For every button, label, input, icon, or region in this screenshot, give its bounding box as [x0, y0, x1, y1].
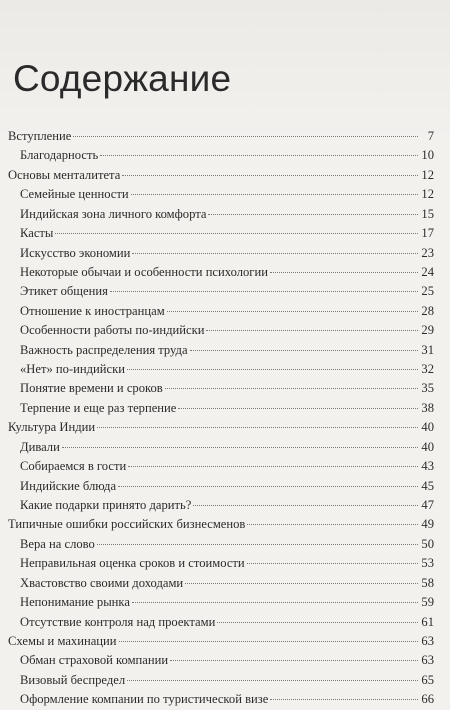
- toc-page-number: 53: [421, 556, 434, 571]
- toc-subsection-entry: [8, 360, 434, 379]
- toc-page-number: 29: [421, 323, 434, 338]
- toc-dot-leader: [132, 253, 418, 254]
- toc-dot-leader: [270, 272, 418, 273]
- toc-dot-leader: [170, 660, 418, 661]
- toc-subsection-entry: [8, 613, 434, 632]
- toc-entry-label: Семейные ценности: [20, 187, 129, 202]
- toc-entry-label: Какие подарки принято дарить?: [20, 498, 192, 513]
- toc-subsection-entry: [8, 341, 434, 360]
- toc-entry-label: Типичные ошибки российских бизнесменов: [8, 517, 246, 532]
- toc-subsection-entry: [8, 438, 434, 457]
- toc-entry-label: Понятие времени и сроков: [20, 381, 163, 396]
- toc-subsection-entry: [8, 379, 434, 398]
- toc-subsection-entry: [8, 574, 434, 593]
- toc-entry-label: Непонимание рынка: [20, 595, 130, 610]
- toc-dot-leader: [165, 388, 418, 389]
- toc-section-entry: [8, 418, 434, 437]
- toc-entry-label: Дивали: [20, 439, 60, 454]
- toc-page-number: 59: [421, 595, 434, 610]
- toc-entry-label: Некоторые обычаи и особенности психологии: [20, 264, 268, 279]
- toc-dot-leader: [132, 602, 418, 603]
- toc-subsection-entry: [8, 690, 434, 709]
- toc-dot-leader: [110, 291, 418, 292]
- toc-entry-label: Благодарность: [20, 148, 99, 163]
- toc-page-number: 10: [421, 148, 434, 163]
- toc-page-number: 49: [421, 517, 434, 532]
- toc-entry-label: Вступление: [8, 129, 72, 143]
- toc-entry-label: Особенности работы по-индийски: [20, 323, 205, 338]
- toc-page-number: 31: [421, 342, 434, 357]
- table-of-contents: [8, 127, 434, 710]
- toc-dot-leader: [119, 641, 419, 642]
- toc-page-number: 50: [421, 536, 434, 551]
- toc-entry-label: Терпение и еще раз терпение: [20, 400, 177, 415]
- toc-subsection-entry: [8, 535, 434, 554]
- toc-dot-leader: [118, 486, 418, 487]
- toc-subsection-entry: [8, 671, 434, 690]
- toc-section-entry: [8, 632, 434, 651]
- toc-page-number: 61: [421, 614, 434, 629]
- toc-page-number: 58: [421, 575, 434, 590]
- toc-page-number: 43: [421, 459, 434, 474]
- toc-dot-leader: [97, 544, 418, 545]
- toc-entry-label: Важность распределения труда: [20, 342, 188, 357]
- toc-dot-leader: [131, 194, 418, 195]
- toc-page-number: 24: [421, 264, 434, 279]
- toc-entry-label: Хвастовство своими доходами: [20, 575, 184, 590]
- toc-page-number: 66: [421, 692, 434, 707]
- toc-page-number: 7: [427, 129, 434, 143]
- toc-dot-leader: [208, 214, 418, 215]
- toc-subsection-entry: [8, 263, 434, 282]
- toc-page-number: 65: [421, 672, 434, 687]
- toc-subsection-entry: [8, 593, 434, 612]
- toc-entry-label: Оформление компании по туристической визе: [20, 692, 269, 707]
- toc-subsection-entry: [8, 496, 434, 515]
- toc-subsection-entry: [8, 321, 434, 340]
- toc-page-number: 17: [421, 226, 434, 241]
- toc-page-number: 32: [421, 362, 434, 377]
- toc-dot-leader: [73, 136, 418, 137]
- toc-dot-leader: [247, 524, 418, 525]
- toc-entry-label: Собираемся в гости: [20, 459, 127, 474]
- toc-page-number: 12: [421, 167, 434, 182]
- toc-dot-leader: [185, 583, 418, 584]
- toc-page-number: 40: [421, 439, 434, 454]
- toc-subsection-entry: [8, 477, 434, 496]
- toc-subsection-entry: [8, 399, 434, 418]
- toc-dot-leader: [100, 155, 418, 156]
- toc-section-entry: [8, 127, 434, 146]
- toc-dot-leader: [97, 427, 418, 428]
- toc-entry-label: Схемы и махинации: [8, 633, 117, 648]
- toc-entry-label: Касты: [20, 226, 54, 241]
- toc-dot-leader: [178, 408, 418, 409]
- toc-dot-leader: [122, 175, 418, 176]
- toc-subsection-entry: [8, 205, 434, 224]
- toc-dot-leader: [247, 563, 418, 564]
- toc-entry-label: Искусство экономии: [20, 245, 131, 260]
- toc-subsection-entry: [8, 185, 434, 204]
- toc-page-number: 38: [421, 400, 434, 415]
- toc-page-number: 40: [421, 420, 434, 435]
- toc-dot-leader: [62, 447, 418, 448]
- toc-dot-leader: [55, 233, 418, 234]
- toc-dot-leader: [193, 505, 418, 506]
- toc-dot-leader: [128, 466, 418, 467]
- toc-entry-label: Индийские блюда: [20, 478, 117, 493]
- toc-page-number: 23: [421, 245, 434, 260]
- toc-dot-leader: [217, 622, 418, 623]
- toc-subsection-entry: [8, 146, 434, 165]
- toc-dot-leader: [270, 699, 418, 700]
- toc-subsection-entry: [8, 282, 434, 301]
- toc-page-number: 45: [421, 478, 434, 493]
- toc-section-entry: [8, 166, 434, 185]
- toc-entry-label: Вера на слово: [20, 536, 95, 551]
- toc-page-number: 47: [421, 498, 434, 513]
- toc-entry-label: Отсутствие контроля над проектами: [20, 614, 216, 629]
- toc-entry-label: Обман страховой компании: [20, 653, 169, 668]
- toc-page-number: 28: [421, 303, 434, 318]
- toc-page-number: 25: [421, 284, 434, 299]
- toc-page-number: 35: [421, 381, 434, 396]
- toc-section-entry: [8, 515, 434, 534]
- toc-page-number: 63: [421, 633, 434, 648]
- toc-dot-leader: [127, 369, 418, 370]
- toc-dot-leader: [206, 330, 418, 331]
- toc-entry-label: «Нет» по-индийски: [20, 362, 125, 377]
- toc-subsection-entry: [8, 244, 434, 263]
- toc-page-number: 63: [421, 653, 434, 668]
- toc-dot-leader: [167, 311, 418, 312]
- toc-entry-label: Этикет общения: [20, 284, 108, 299]
- toc-subsection-entry: [8, 302, 434, 321]
- toc-subsection-entry: [8, 457, 434, 476]
- toc-entry-label: Основы менталитета: [8, 167, 121, 182]
- toc-page-number: 15: [421, 206, 434, 221]
- toc-entry-label: Индийская зона личного комфорта: [20, 206, 207, 221]
- toc-entry-label: Отношение к иностранцам: [20, 303, 165, 318]
- toc-subsection-entry: [8, 651, 434, 670]
- toc-dot-leader: [190, 350, 418, 351]
- toc-page-number: 12: [421, 187, 434, 202]
- toc-dot-leader: [127, 680, 418, 681]
- toc-subsection-entry: [8, 224, 434, 243]
- toc-entry-label: Неправильная оценка сроков и стоимости: [20, 556, 245, 571]
- toc-entry-label: Визовый беспредел: [20, 672, 126, 687]
- page-title: Содержание: [13, 58, 232, 99]
- toc-subsection-entry: [8, 554, 434, 573]
- toc-entry-label: Культура Индии: [8, 420, 96, 435]
